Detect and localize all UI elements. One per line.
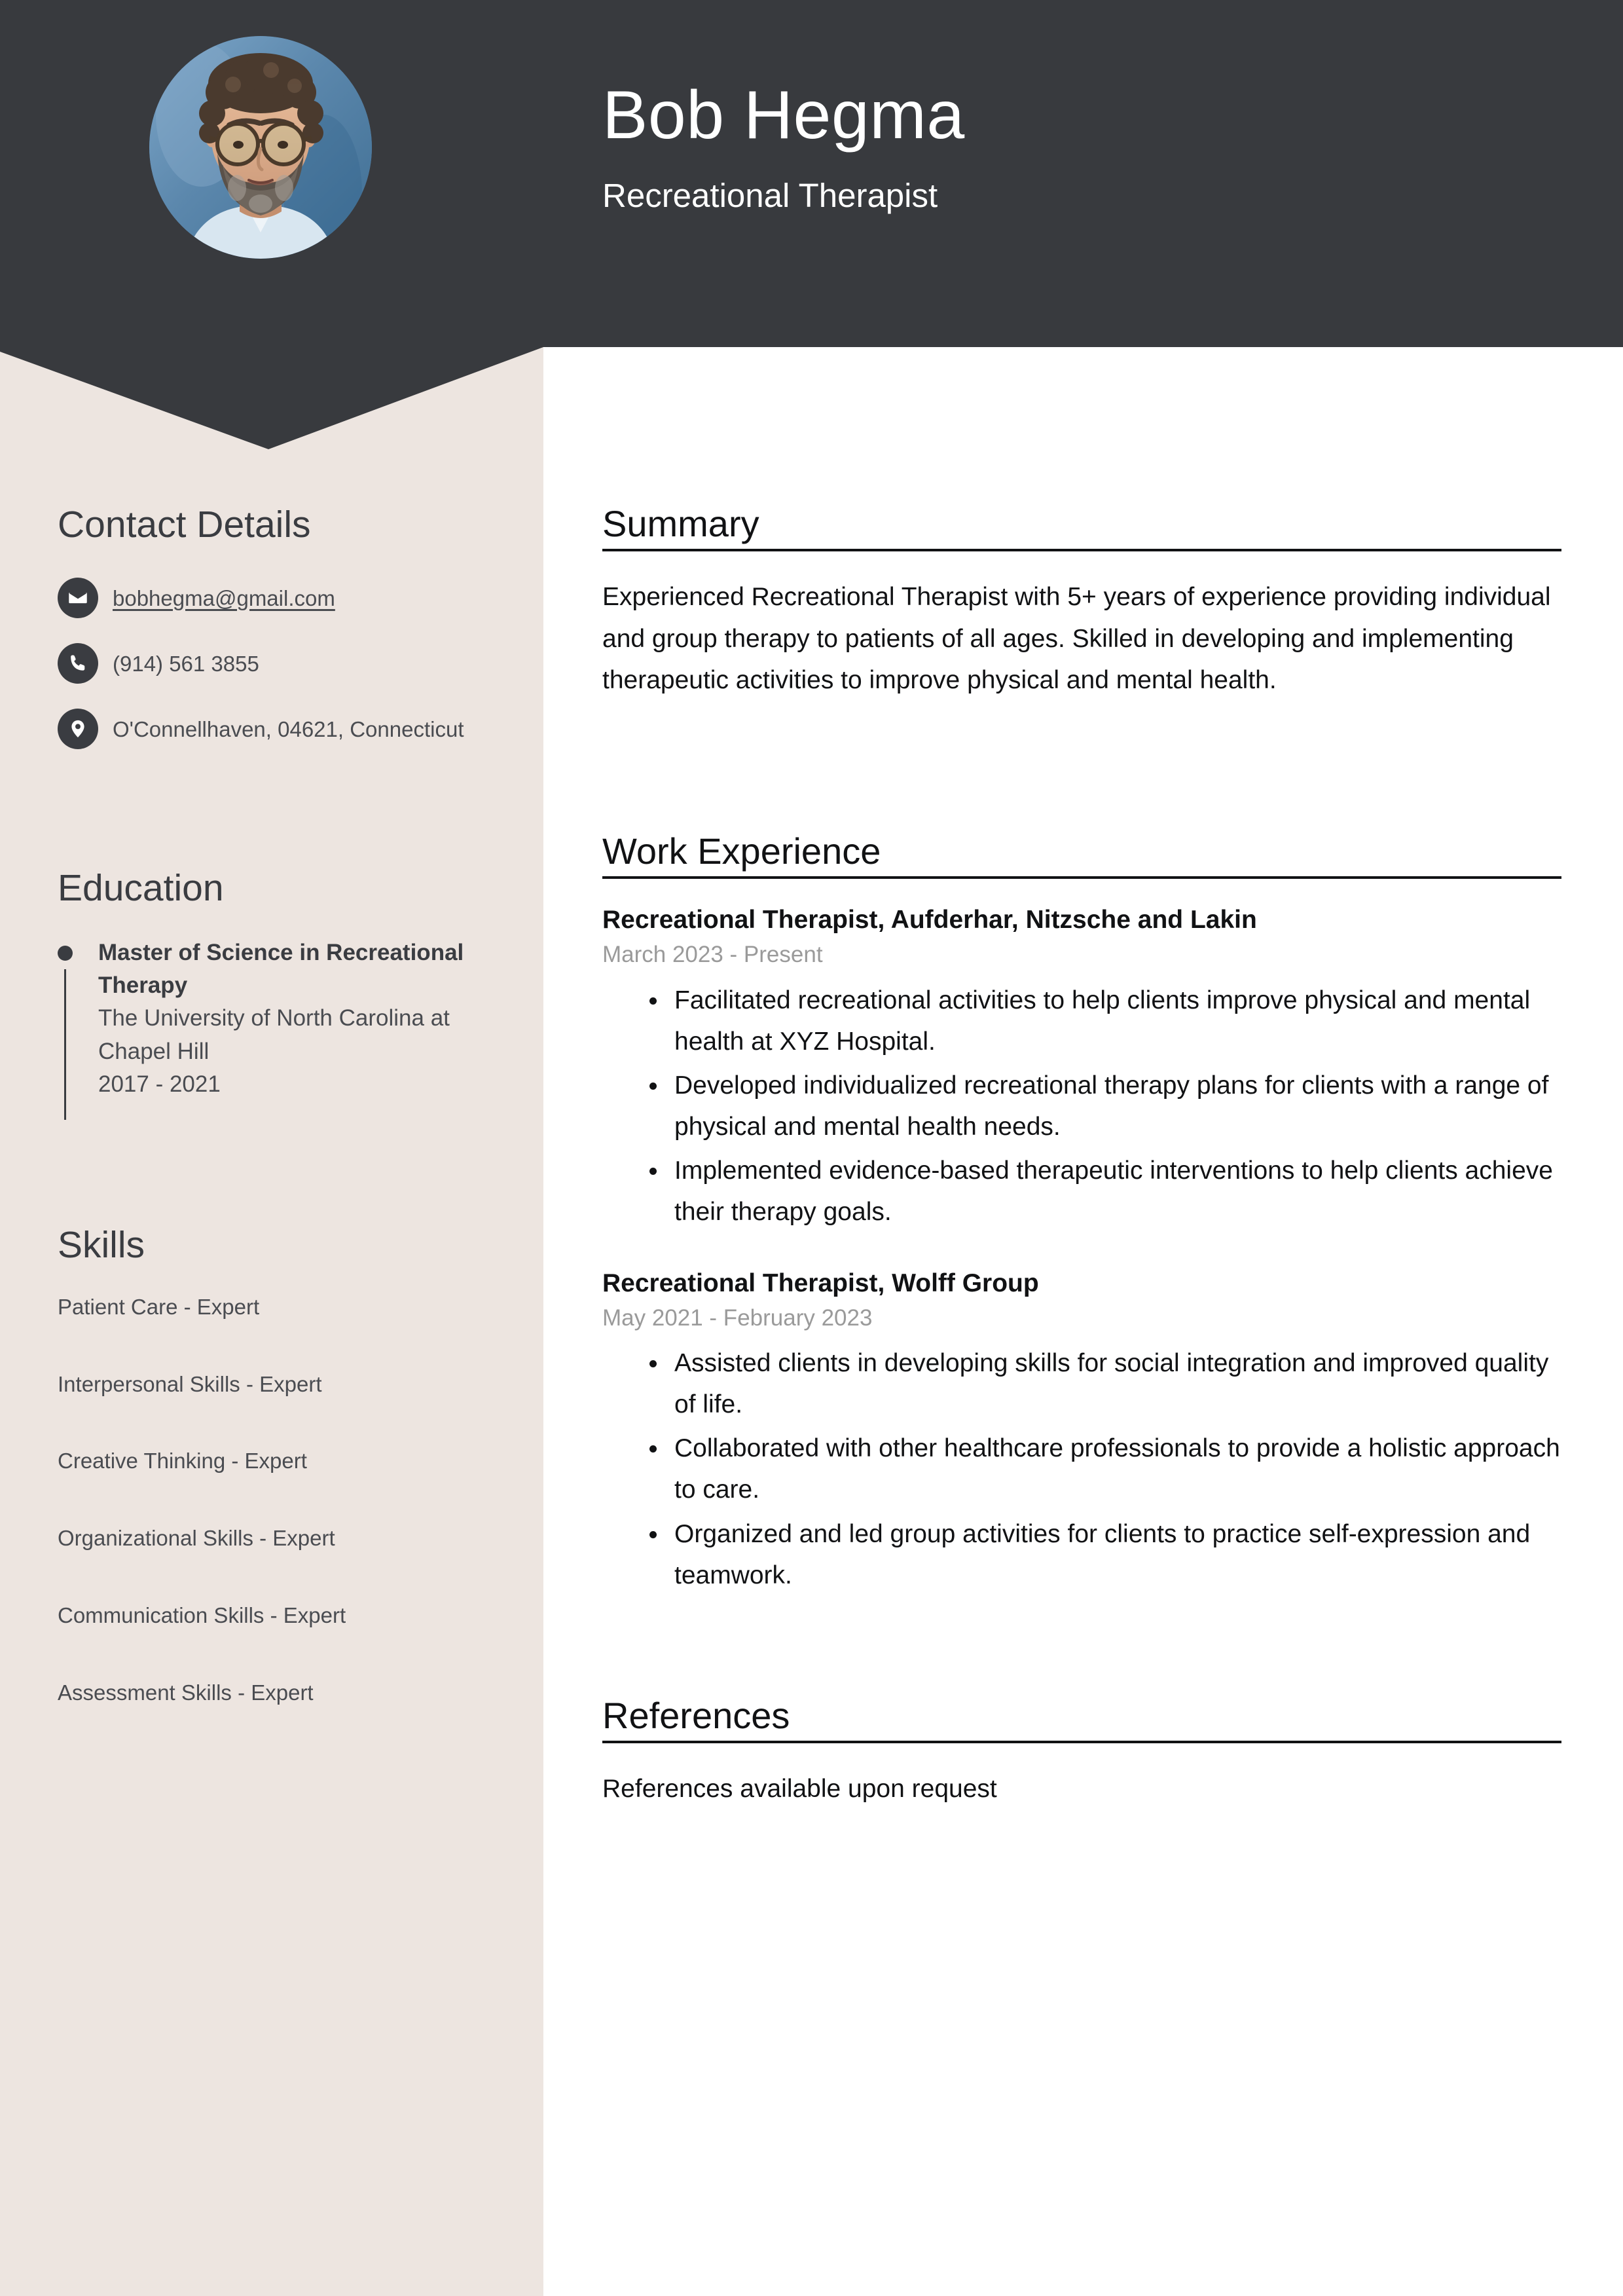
education-years: 2017 - 2021 <box>98 1071 221 1098</box>
list-item: Patient Care - Expert <box>58 1294 260 1319</box>
education-item <box>58 936 516 1102</box>
list-item: Organized and led group activities for clients to practice self-expression and teamwork. <box>674 1513 1561 1596</box>
list-item: Organizational Skills - Expert <box>58 1526 335 1551</box>
skills-list <box>58 1293 516 1707</box>
header-job-title: Recreational Therapist <box>602 177 938 215</box>
contact-item-phone <box>58 642 516 684</box>
list-item: Developed individualized recreational therapy plans for clients with a range of physical and mental health needs. <box>674 1065 1561 1147</box>
references-heading: References <box>602 1695 790 1736</box>
contact-address-text: O'Connellhaven, 04621, Connecticut <box>113 716 464 741</box>
summary-heading: Summary <box>602 503 759 544</box>
contact-list <box>58 576 516 749</box>
contact-email-text[interactable]: bobhegma@gmail.com <box>113 585 335 610</box>
header-text <box>602 79 965 215</box>
phone-icon <box>58 643 98 684</box>
divider <box>602 549 1561 551</box>
work-experience-heading: Work Experience <box>602 830 881 872</box>
contact-item-email <box>58 576 516 618</box>
list-item: Assisted clients in developing skills for social integration and improved quality of life. <box>674 1342 1561 1425</box>
work-experience-section <box>602 832 1561 1599</box>
list-item: Facilitated recreational activities to help clients improve physical and mental health at XYZ Hospital. <box>674 980 1561 1062</box>
list-item: Implemented evidence-based therapeutic interventions to help clients achieve their therapy goals. <box>674 1150 1561 1232</box>
job-bullet-list <box>602 980 1561 1233</box>
references-text: References available upon request <box>602 1775 997 1804</box>
divider <box>602 1741 1561 1743</box>
work-experience-item <box>602 904 1561 1232</box>
job-title: Recreational Therapist, Wolff Group <box>602 1268 1039 1297</box>
job-dates: March 2023 - Present <box>602 942 823 968</box>
contact-details-heading: Contact Details <box>58 504 311 546</box>
job-title: Recreational Therapist, Aufderhar, Nitzsche and Lakin <box>602 906 1257 935</box>
job-dates: May 2021 - February 2023 <box>602 1305 873 1331</box>
envelope-icon <box>58 578 98 618</box>
contact-item-address <box>58 707 516 749</box>
skills-heading: Skills <box>58 1224 145 1266</box>
map-pin-icon <box>58 709 98 749</box>
job-bullet-list <box>602 1342 1561 1596</box>
list-item: Communication Skills - Expert <box>58 1603 346 1628</box>
timeline-line <box>64 969 66 1120</box>
page-title: Bob Hegma <box>602 77 965 153</box>
skills-section <box>58 1225 516 1756</box>
list-item: Creative Thinking - Expert <box>58 1449 307 1473</box>
list-item: Collaborated with other healthcare professionals to provide a holistic approach to care. <box>674 1428 1561 1510</box>
bullet-dot-icon <box>58 946 73 961</box>
divider <box>602 876 1561 879</box>
references-section <box>602 1696 1561 1810</box>
education-heading: Education <box>58 867 224 909</box>
education-school: The University of North Carolina at Chapel Hill <box>98 1005 450 1064</box>
education-section <box>58 868 516 1102</box>
summary-section <box>602 504 1561 701</box>
avatar <box>149 36 372 259</box>
contact-details-section <box>58 504 516 773</box>
education-degree: Master of Science in Recreational Therapy <box>98 939 464 999</box>
work-experience-item <box>602 1267 1561 1596</box>
list-item: Assessment Skills - Expert <box>58 1680 314 1705</box>
list-item: Interpersonal Skills - Expert <box>58 1371 322 1396</box>
contact-phone-text[interactable]: (914) 561 3855 <box>113 651 259 676</box>
summary-text: Experienced Recreational Therapist with 5+ years of experience providing individual and group therapy to patients of all ages. Skilled in developing and implementing therapeutic activities to improve physical and mental health. <box>602 583 1551 694</box>
